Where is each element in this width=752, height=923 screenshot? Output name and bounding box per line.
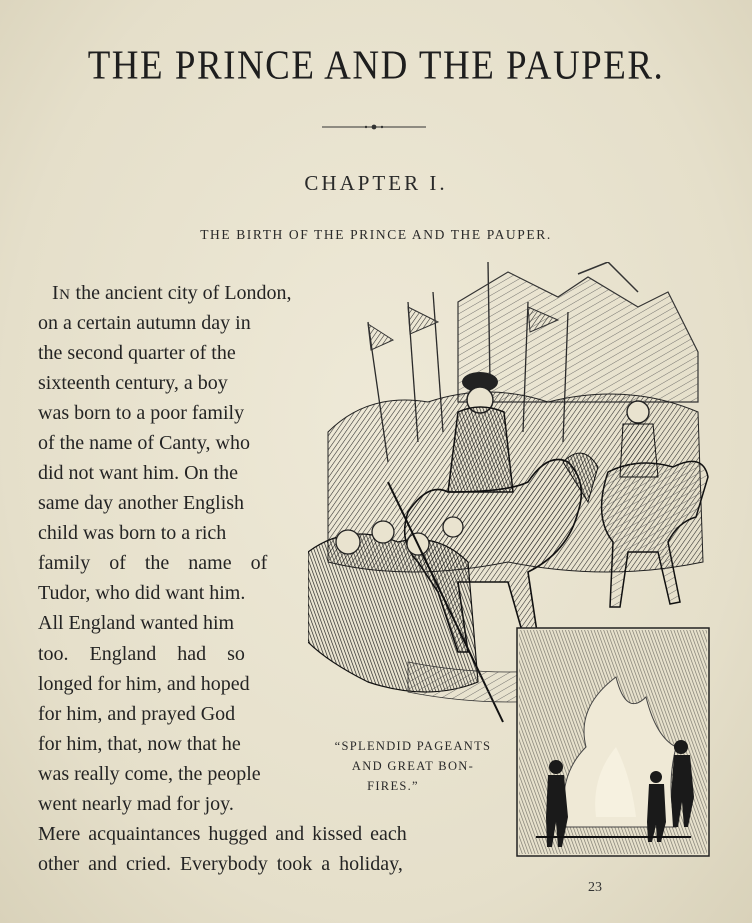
chapter-heading: CHAPTER I. <box>304 171 448 195</box>
text-line: of the name of Canty, who <box>38 432 250 454</box>
illustration-caption <box>308 736 518 796</box>
caption-line: AND GREAT BON- <box>351 759 475 773</box>
bonfire-illustration <box>516 627 710 857</box>
caption-line: FIRES.” <box>367 779 419 793</box>
text-line: longed for him, and hoped <box>38 673 250 695</box>
text-line: was really come, the people <box>38 763 261 785</box>
text-line: sixteenth century, a boy <box>38 372 228 394</box>
text-line: did not want him. On the <box>38 462 238 484</box>
text-line: was born to a poor family <box>38 402 245 424</box>
text-line: other and cried. Everybody took a holiday, <box>38 853 403 875</box>
text-line: All England wanted him <box>38 612 235 634</box>
text-line: for him, that, now that he <box>38 733 241 755</box>
page-number: 23 <box>588 880 602 895</box>
text-line: child was born to a rich <box>38 522 227 544</box>
text-line: family of the name of <box>38 552 268 574</box>
ornament-divider <box>322 120 426 134</box>
text-line: too. England had so <box>38 643 245 665</box>
text-line: for him, and prayed God <box>38 703 236 725</box>
text-line: Tudor, who did want him. <box>38 582 246 604</box>
text-line: on a certain autumn day in <box>38 312 251 334</box>
text-line: went nearly mad for joy. <box>38 793 234 815</box>
caption-line: “SPLENDID PAGEANTS <box>334 739 492 753</box>
text-line: same day another English <box>38 492 245 514</box>
chapter-title: THE BIRTH OF THE PRINCE AND THE PAUPER. <box>200 227 552 242</box>
text-line: Mere acquaintances hugged and kissed each <box>38 823 407 845</box>
book-title: THE PRINCE AND THE PAUPER. <box>87 42 665 89</box>
drop-word: IN <box>52 282 71 304</box>
text-line: the second quarter of the <box>38 342 236 364</box>
text-line: IN the ancient city of London, <box>52 282 292 304</box>
